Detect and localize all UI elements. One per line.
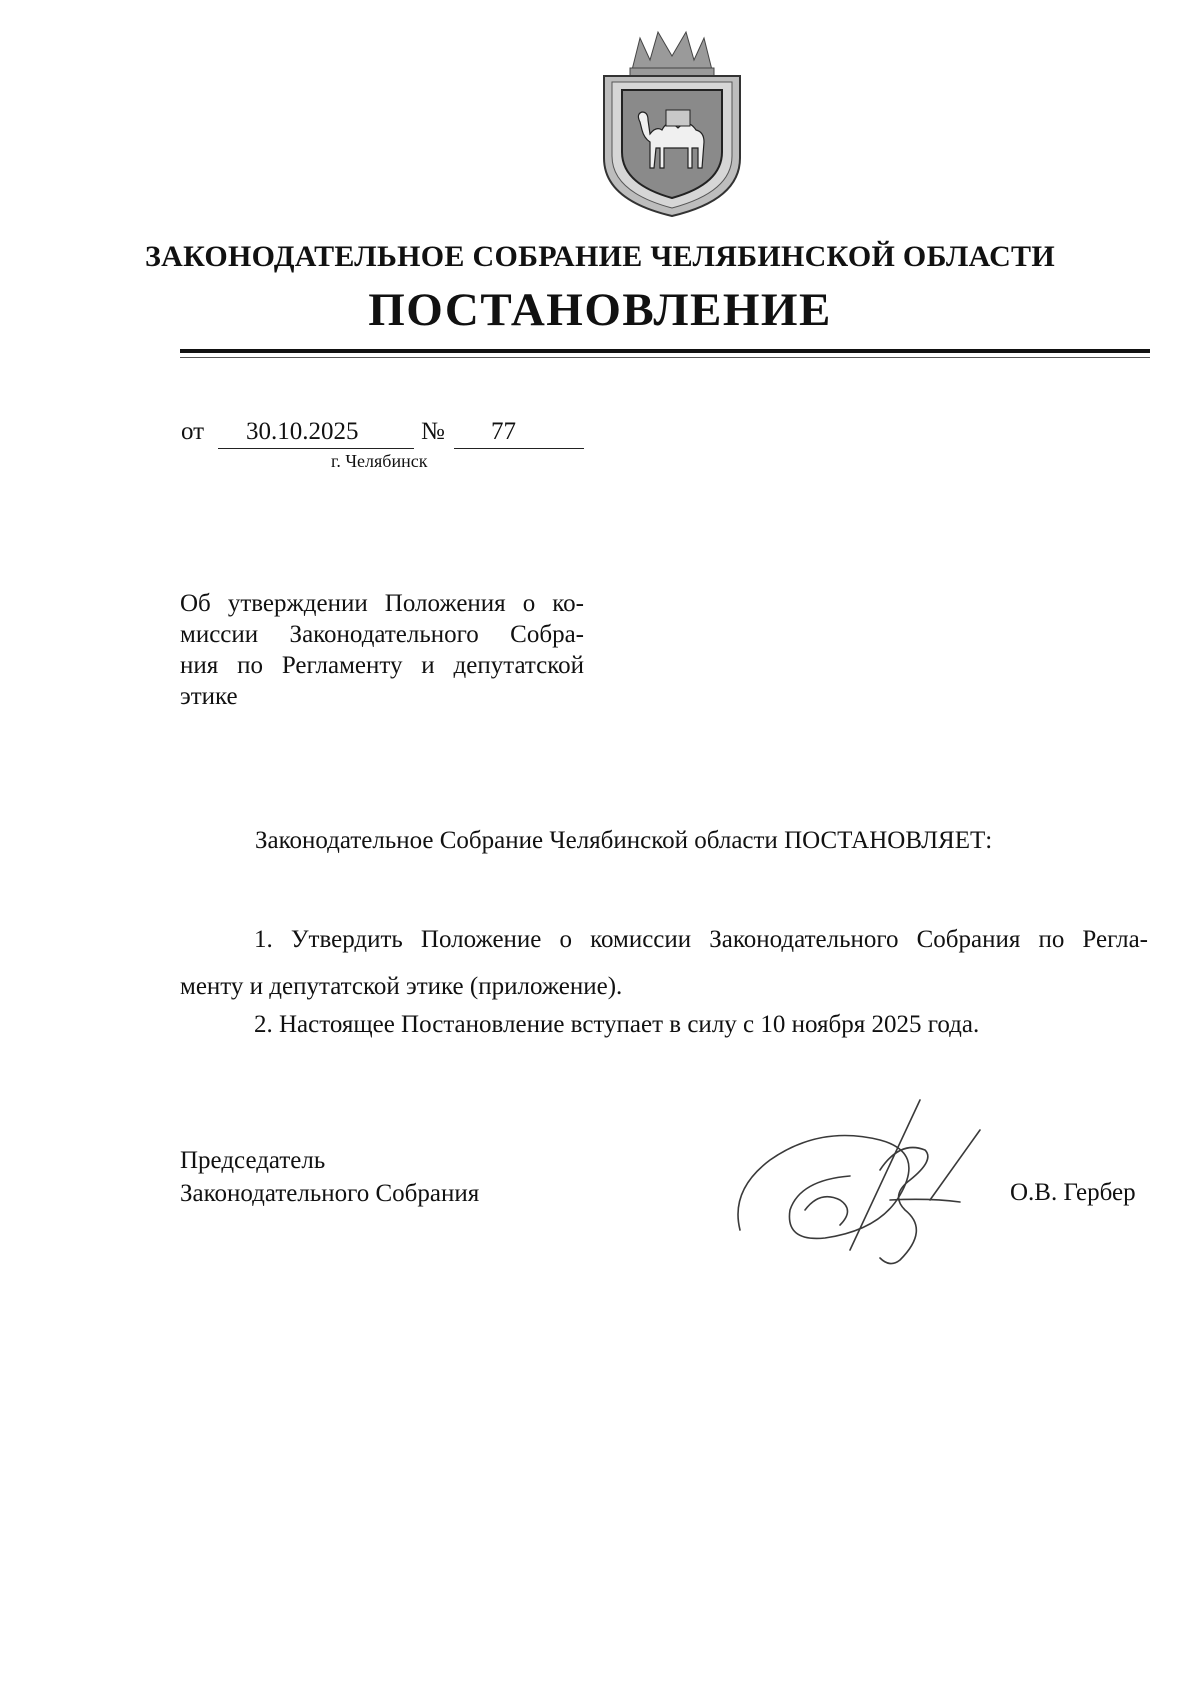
document-number: 77 <box>491 418 516 445</box>
subject-line: миссии Законодательного Собра- <box>180 621 584 648</box>
subject-line: Об утверждении Положения о ко- <box>180 590 584 617</box>
resolution-item-2: 2. Настоящее Постановление вступает в силу с 10 ноября 2025 года. <box>254 1011 980 1038</box>
item-1-line-2: менту и депутатской этике (приложение). <box>180 973 623 1000</box>
resolve-statement: Законодательное Собрание Челябинской области ПОСТАНОВЛЯЕТ: <box>255 827 993 854</box>
header-divider-thin <box>180 357 1150 358</box>
signer-name: О.В. Гербер <box>1010 1179 1136 1206</box>
signer-title-line-1: Председатель <box>180 1147 326 1174</box>
date-prefix: от <box>181 418 205 445</box>
date-underline <box>218 448 414 449</box>
resolution-item-1 <box>180 916 1148 1010</box>
item-1-line-1: 1. Утвердить Положение о комиссии Законодательного Собрания по Регла- <box>254 926 1148 953</box>
handwritten-signature-icon <box>730 1080 1000 1280</box>
subject-line: ния по Регламенту и депутатской <box>180 652 584 679</box>
header-divider-thick <box>180 349 1150 353</box>
signer-title-line-2: Законодательного Собрания <box>180 1180 480 1207</box>
document-date: 30.10.2025 <box>246 418 359 445</box>
signer-title <box>180 1144 479 1210</box>
city: г. Челябинск <box>331 451 428 471</box>
subject-line: этике <box>180 683 238 710</box>
document-type-title: ПОСТАНОВЛЕНИЕ <box>368 284 832 336</box>
number-prefix: № <box>421 418 445 445</box>
number-underline <box>454 448 584 449</box>
document-subject <box>180 588 584 712</box>
coat-of-arms-icon <box>592 30 752 220</box>
organization-name: ЗАКОНОДАТЕЛЬНОЕ СОБРАНИЕ ЧЕЛЯБИНСКОЙ ОБЛАСТИ <box>145 240 1055 273</box>
